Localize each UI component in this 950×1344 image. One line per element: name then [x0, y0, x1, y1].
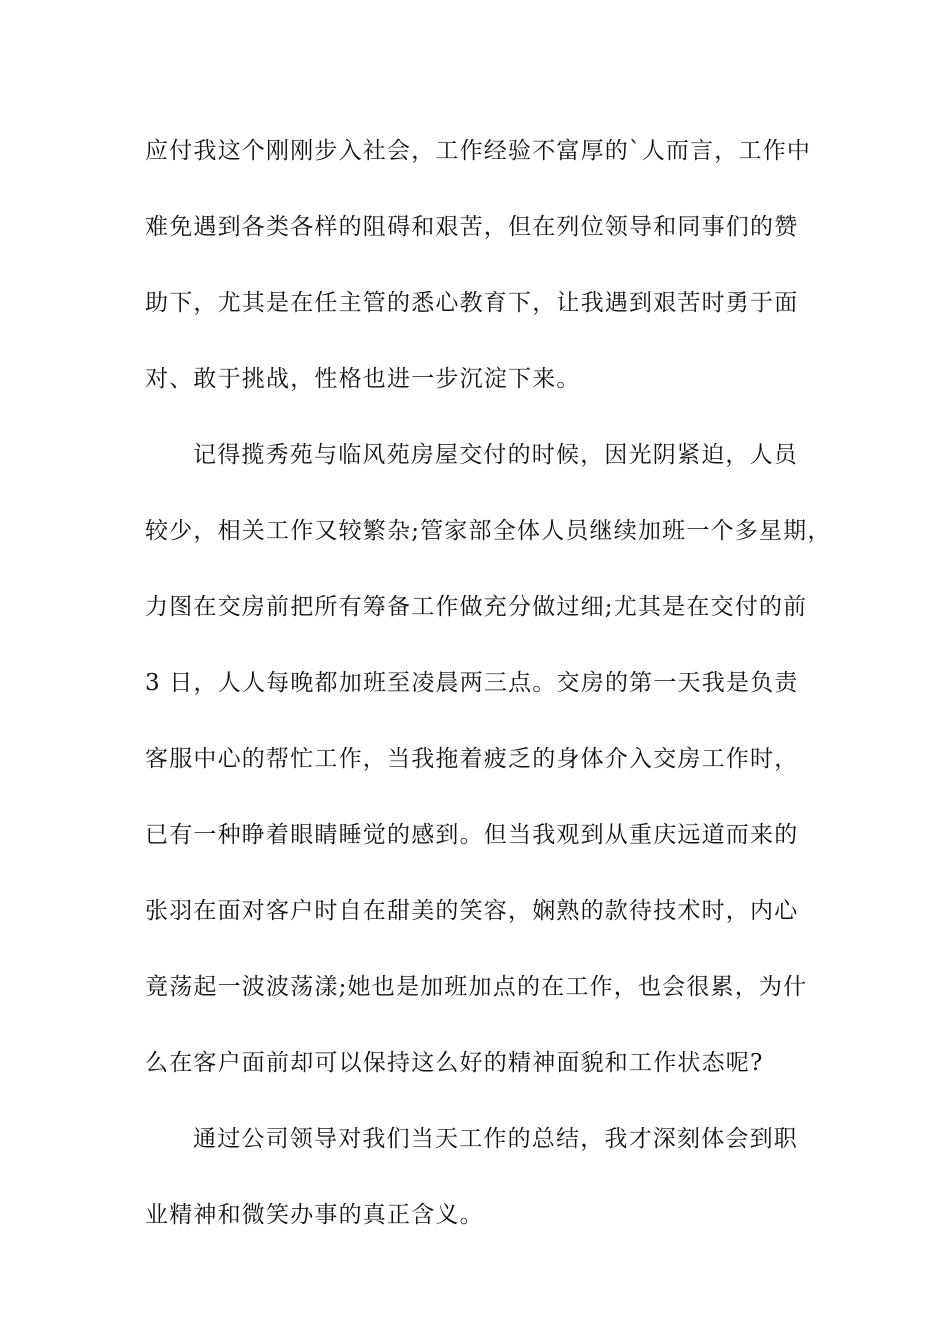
paragraph-2-line-6: 已有一种睁着眼睛睡觉的感到。但当我观到从重庆远道而来的 — [145, 822, 799, 848]
paragraph-2-line-4: 3 日，人人每晚都加班至凌晨两三点。交房的第一天我是负责 — [145, 670, 799, 696]
paragraph-1-line-2: 难免遇到各类各样的阻碍和艰苦，但在列位领导和同事们的赞 — [145, 214, 799, 240]
paragraph-2-line-3: 力图在交房前把所有筹备工作做充分做过细;尤其是在交付的前 — [145, 594, 808, 620]
paragraph-3-line-2: 业精神和微笑办事的真正含义。 — [145, 1202, 484, 1228]
paragraph-2-line-7: 张羽在面对客户时自在甜美的笑容，娴熟的款待技术时，内心 — [145, 898, 799, 924]
paragraph-2-line-1: 记得揽秀苑与临风苑房屋交付的时候，因光阴紧迫，人员 — [193, 442, 798, 468]
paragraph-1-line-4: 对、敢于挑战，性格也进一步沉淀下来。 — [145, 366, 581, 392]
paragraph-1-line-1: 应付我这个刚刚步入社会，工作经验不富厚的`人而言，工作中 — [145, 138, 812, 164]
paragraph-2-line-5: 客服中心的帮忙工作，当我拖着疲乏的身体介入交房工作时， — [145, 746, 799, 772]
paragraph-2-line-8: 竟荡起一波波荡漾;她也是加班加点的在工作，也会很累，为什 — [145, 974, 808, 1000]
paragraph-2-line-9: 么在客户面前却可以保持这么好的精神面貌和工作状态呢? — [145, 1050, 764, 1076]
paragraph-3-line-1: 通过公司领导对我们当天工作的总结，我才深刻体会到职 — [193, 1126, 798, 1152]
paragraph-1-line-3: 助下，尤其是在任主管的悉心教育下，让我遇到艰苦时勇于面 — [145, 290, 799, 316]
paragraph-2-line-2: 较少，相关工作又较繁杂;管家部全体人员继续加班一个多星期， — [145, 518, 832, 544]
